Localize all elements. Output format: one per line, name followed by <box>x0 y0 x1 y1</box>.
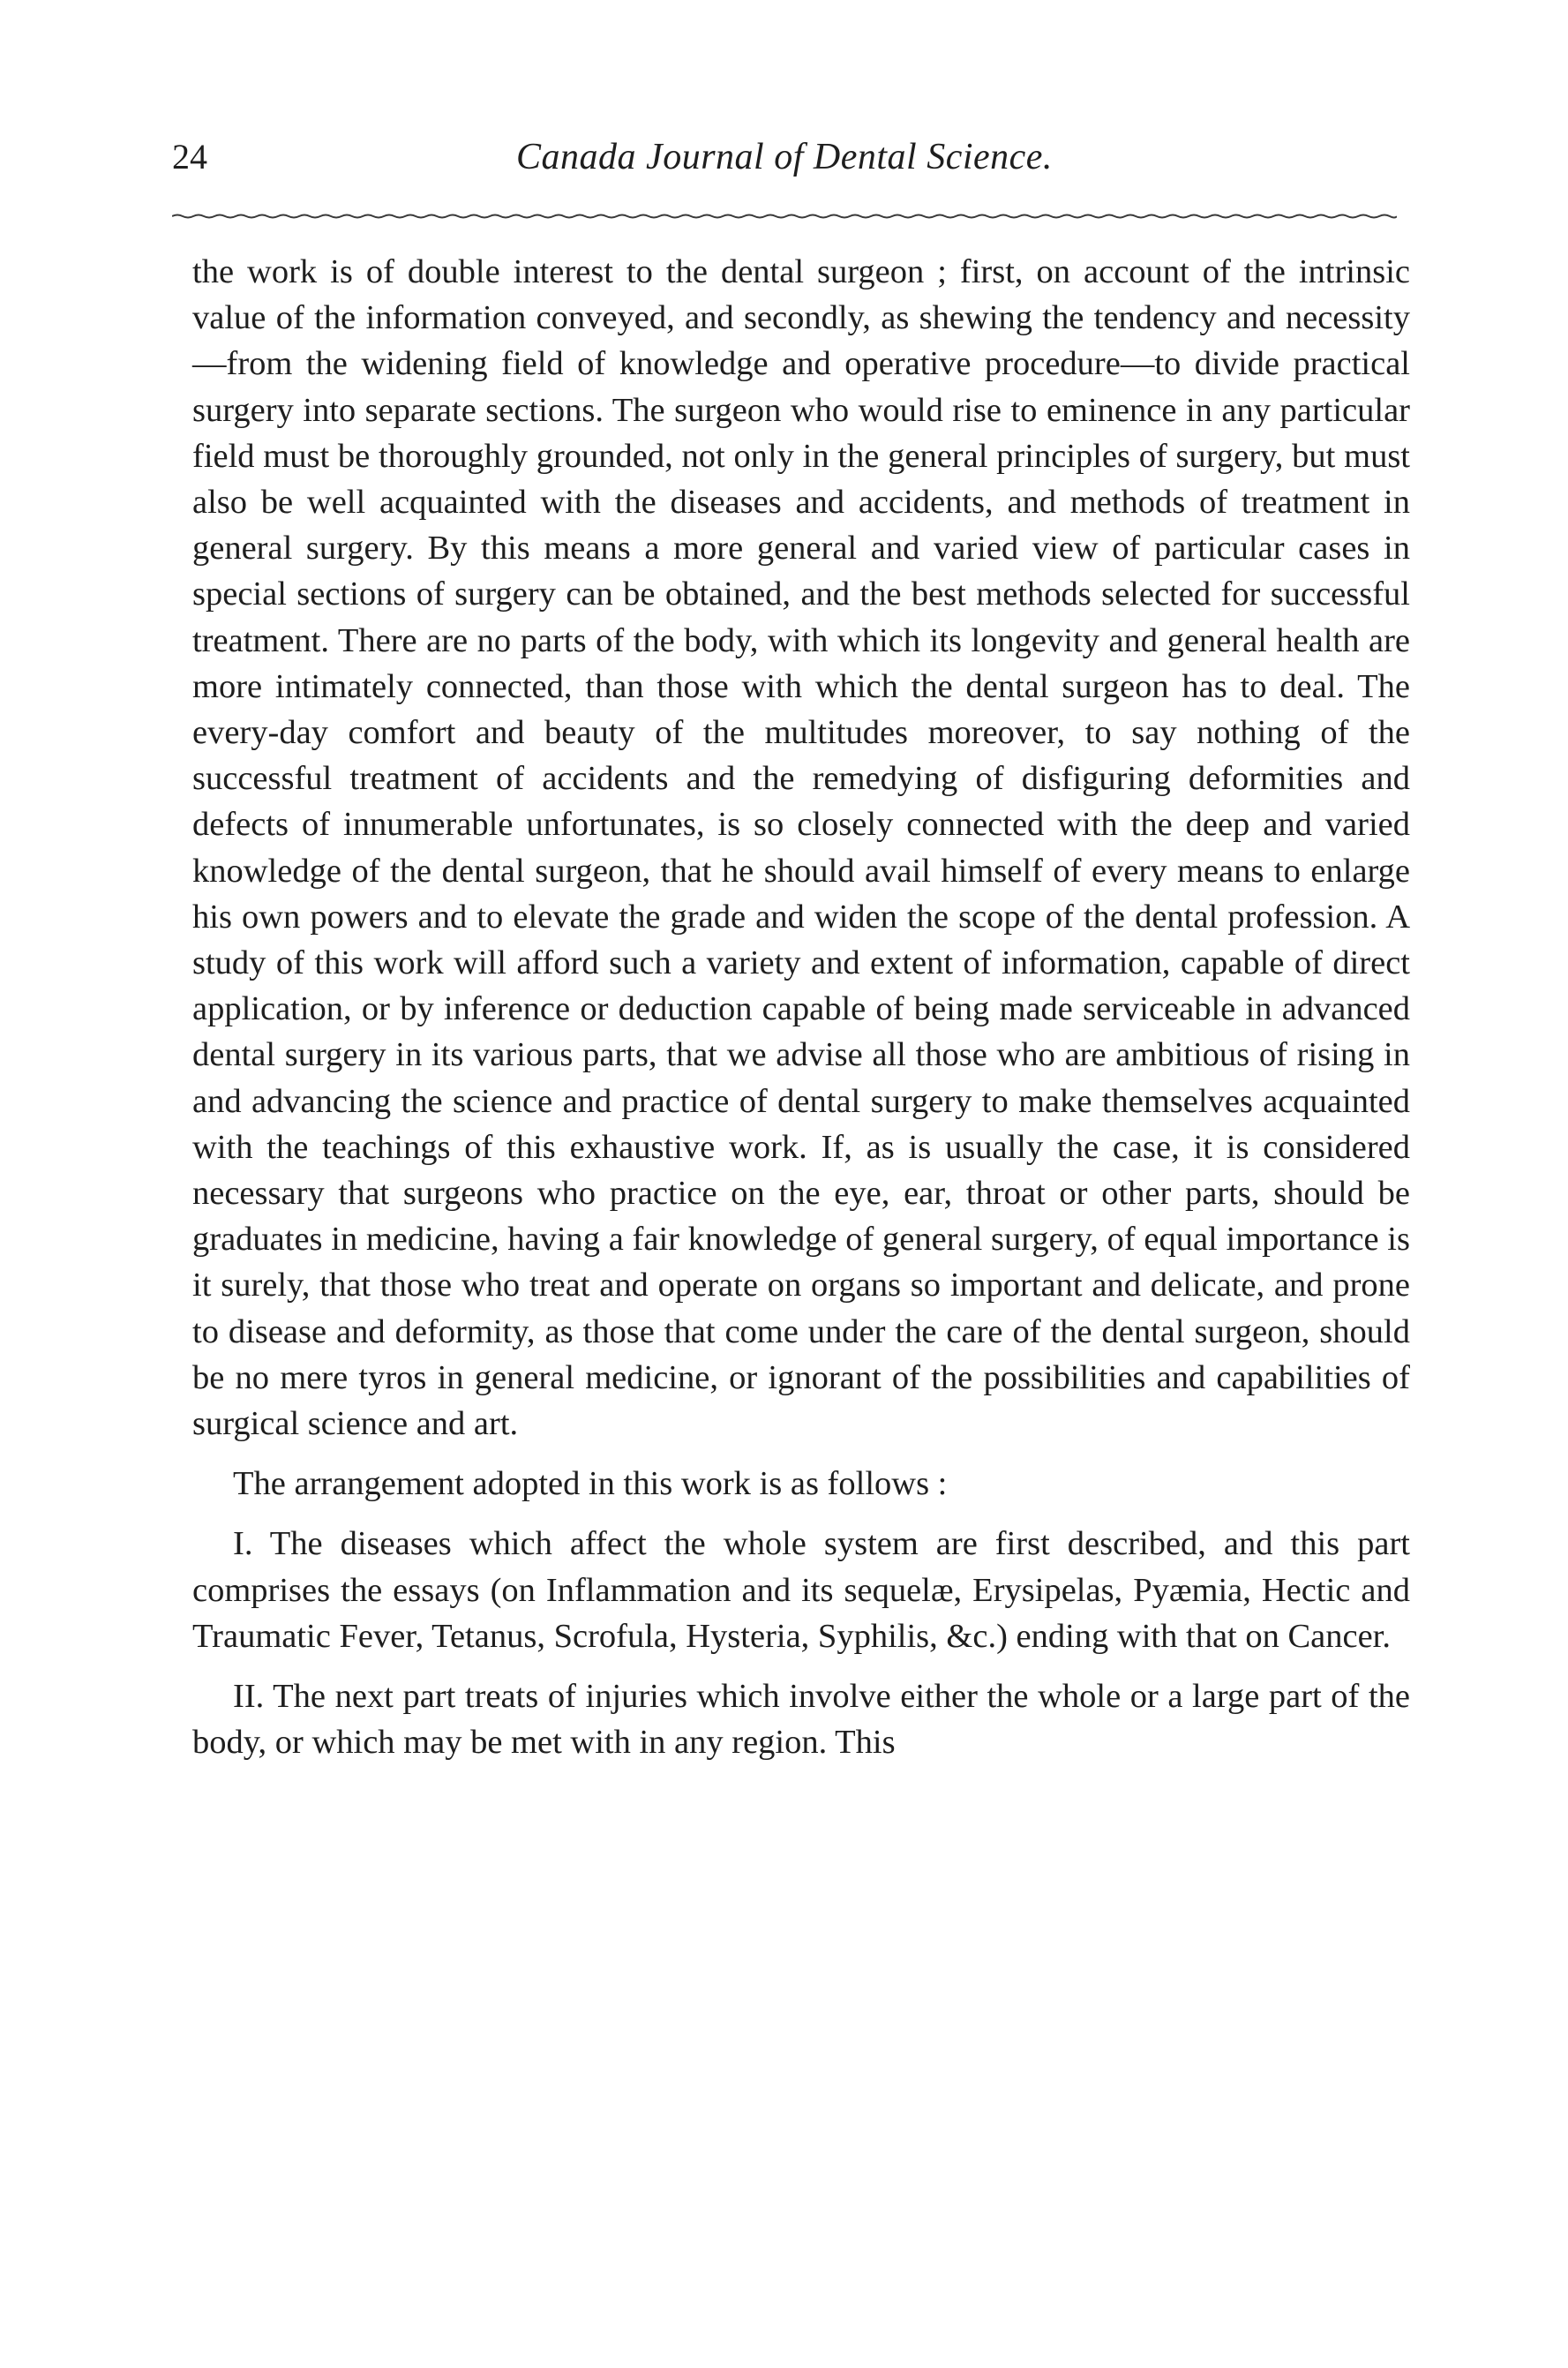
paragraph-review-text: the work is of double interest to the dental surgeon ; first, on account of the intrinsic value of the information conveyed, and secondly, as shewing the tendency and necessity—from the widening field of knowledge and operative procedure—to divide practical surgery into separate sections. The surgeon who would rise to eminence in any particular field must be thoroughly grounded, not only in the general principles of surgery, but must also be well acquainted with the diseases and accidents, and methods of treatment in general surgery. By this means a more general and varied view of particular cases in special sections of surgery can be obtained, and the best methods selected for successful treatment. There are no parts of the body, with which its longevity and general health are more intimately connected, than those with which the dental surgeon has to deal. The every-day comfort and beauty of the multitudes moreover, to say nothing of the successful treatment of accidents and the remedying of disfiguring deformities and defects of innumerable unfortunates, is so closely connected with the deep and varied knowledge of the dental surgeon, that he should avail himself of every means to enlarge his own powers and to elevate the grade and widen the scope of the dental profession. A study of this work will afford such a variety and extent of information, capable of direct application, or by inference or deduction capable of being made serviceable in advanced dental surgery in its various parts, that we advise all those who are ambitious of rising in and advancing the science and practice of dental surgery to make themselves acquainted with the teachings of this exhaustive work. If, as is usually the case, it is considered necessary that surgeons who practice on the eye, ear, throat or other parts, should be graduates in medicine, having a fair knowledge of general surgery, of equal importance is it surely, that those who treat and operate on organs so important and delicate, and prone to disease and deformity, as those that come under the care of the dental surgeon, should be no mere tyros in general medicine, or ignorant of the possibilities and capabilities of surgical science and art. <box>192 253 1410 1443</box>
paragraph-section-two: II. The next part treats of injuries which involve either the whole or a large part of the body, or which may be met with in any region. This <box>192 1678 1410 1762</box>
running-head <box>172 131 1397 192</box>
paragraph-arrangement-intro: The arrangement adopted in this work is as follows : <box>233 1465 948 1503</box>
paragraph-section-one: I. The diseases which affect the whole system are first described, and this part comprises the essays (on Inflammation and its sequelæ, Erysipelas, Pyæmia, Hectic and Traumatic Fever, Tetanus, Scrofula, Hysteria, Syphilis, &c.) ending with that on Cancer. <box>192 1525 1410 1655</box>
header-rule <box>172 212 1397 221</box>
page-number: 24 <box>172 137 207 177</box>
journal-title: Canada Journal of Dental Science. <box>516 137 1053 177</box>
article-body <box>192 249 1410 1780</box>
